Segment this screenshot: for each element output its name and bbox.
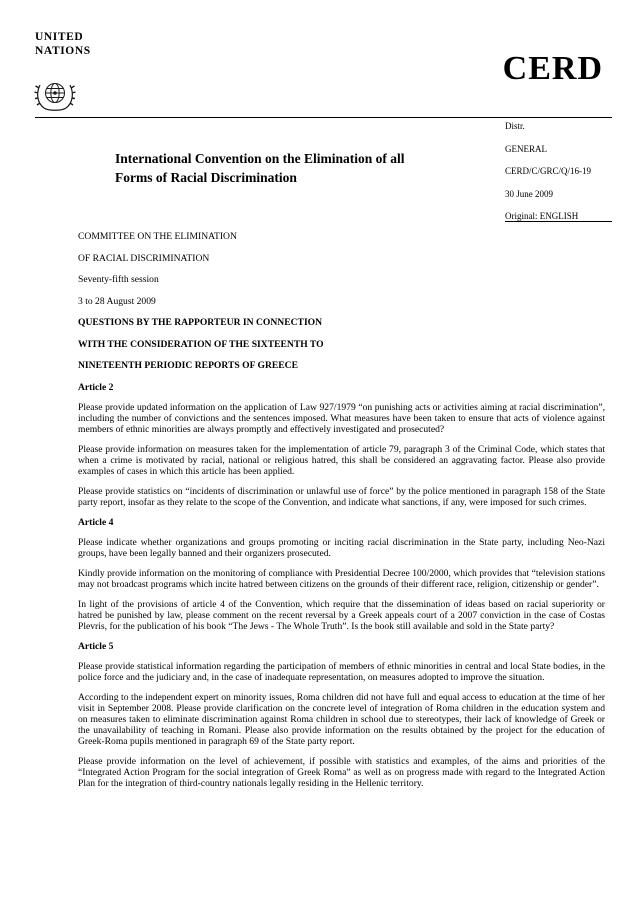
doc-symbol: CERD — [502, 50, 603, 87]
paragraph: In light of the provisions of article 4 of the Convention, which require that the dissemination of ideas based on racial superiority or hatred be punished by law, please comment on the recent reversal by a Greek appeals court of a 2007 conviction in the case of Costas Plevris, for the publication of his book “The Jews - The Whole Truth”. Is the book still available and sold in the State party? — [78, 598, 605, 632]
convention-title-line2: Forms of Racial Discrimination — [115, 170, 297, 185]
paragraph: Please provide statistical information regarding the participation of members of ethnic minorities in central and local State bodies, in the police force and the judiciary and, in the case of inadequate representation, on measures adopted to improve the situation. — [78, 660, 605, 683]
paragraph: Please provide information on measures taken for the implementation of article 79, paragraph 3 of the Criminal Code, which states that when a crime is motivated by racial, national or religious hatred, this shall be considered an aggravating factor. Please also provide examples of cases in which this article has been applied. — [78, 443, 605, 477]
paragraph: Please provide updated information on the application of Law 927/1979 “on punishing acts or activities aiming at racial discrimination”, including the number of convictions and the sentences imposed. What measures have been taken to ensure that acts of violence against members of ethnic minorities are always promptly and effectively investigated and prosecuted? — [78, 401, 605, 435]
doc-date: 30 June 2009 — [505, 188, 553, 199]
session-title: Seventy-fifth session — [78, 274, 159, 285]
section-article-5 — [78, 641, 605, 789]
distr-label: Distr. — [505, 121, 525, 131]
distr-value: GENERAL — [505, 143, 547, 154]
distribution-rule — [505, 221, 612, 222]
article-heading: Article 4 — [78, 516, 114, 528]
article-heading: Article 2 — [78, 381, 114, 393]
subject-line2: WITH THE CONSIDERATION OF THE SIXTEENTH TO — [78, 338, 324, 350]
section-article-4 — [78, 517, 605, 632]
paragraph: Please provide information on the level of achievement, if possible with statistics and examples, of the aims and priorities of the “Integrated Action Program for the social integration of Greek Roma” as well as on progress made with regard to the Integrated Action Plan for the integration of third-country nationals legally residing in the Hellenic territory. — [78, 755, 605, 789]
header-rule — [35, 117, 612, 118]
paragraph: Kindly provide information on the monitoring of compliance with Presidential Decree 100/2000, which provides that “television stations may not broadcast programs which incite hatred between citizens on the grounds of their different race, religion, citizenship or gender”. — [78, 567, 605, 590]
doc-number: CERD/C/GRC/Q/16-19 — [505, 166, 592, 176]
session-dates: 3 to 28 August 2009 — [78, 295, 156, 307]
original-language: Original: ENGLISH — [505, 211, 579, 221]
org-name-line2: NATIONS — [35, 45, 91, 57]
paragraph: Please provide statistics on “incidents of discrimination or unlawful use of force” by the police mentioned in paragraph 158 of the State party report, insofar as they relate to the scope of the Convention, and indicate what sanctions, if any, were imposed for such crimes. — [78, 485, 605, 508]
convention-title-line1: International Convention on the Elimination of all — [115, 151, 405, 166]
un-emblem-icon — [32, 79, 78, 118]
committee-line1: COMMITTEE ON THE ELIMINATION — [78, 231, 237, 242]
org-name-line1: UNITED — [35, 31, 84, 43]
subject-line1: QUESTIONS BY THE RAPPORTEUR IN CONNECTION — [78, 317, 323, 328]
paragraph: According to the independent expert on minority issues, Roma children did not have full and equal access to education at the time of her visit in September 2008. Please provide clarification on the concrete level of integration of Roma children in the education system and on measures taken to eliminate discrimination against Roma children in school due to stereotypes, their lack of knowledge of Greek or the unavailability of teaching in Romani. Please also provide information on the results obtained by the project for the education of Greek-Roma pupils mentioned in paragraph 69 of the State party report. — [78, 691, 605, 747]
document-body — [78, 231, 605, 798]
org-name — [35, 30, 91, 58]
article-heading: Article 5 — [78, 640, 114, 652]
section-article-2 — [78, 382, 605, 508]
convention-title — [115, 149, 535, 187]
committee-line2: OF RACIAL DISCRIMINATION — [78, 252, 210, 264]
paragraph: Please indicate whether organizations and groups promoting or inciting racial discrimination in the State party, including Neo-Nazi groups, have been legally banned and their organizers prosecuted. — [78, 536, 605, 559]
subject-line3: NINETEENTH PERIODIC REPORTS OF GREECE — [78, 360, 298, 371]
